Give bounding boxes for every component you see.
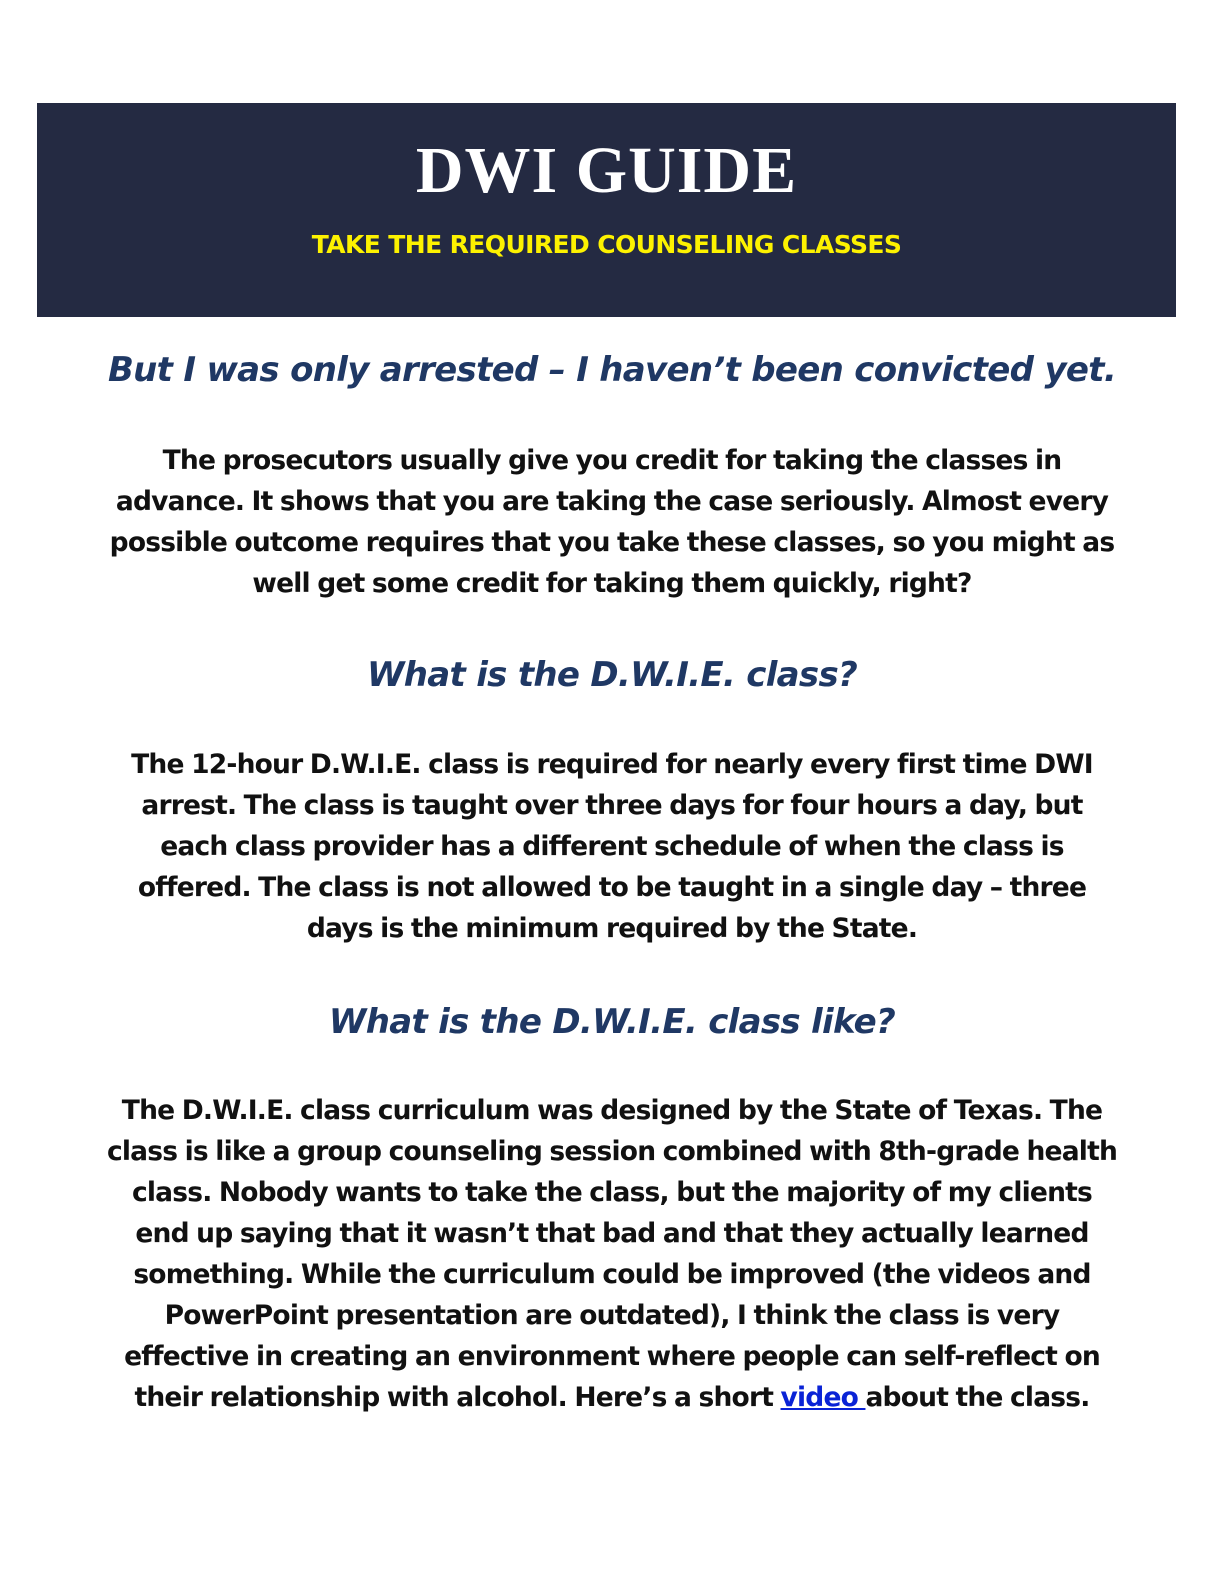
paragraph-line: each class provider has a different schedule of when the class is <box>160 831 1064 862</box>
section-paragraph-arrested <box>90 440 1134 604</box>
section-heading-arrested: But I was only arrested – I haven’t been convicted yet. <box>107 350 1117 390</box>
section-paragraph-dwie-class-like <box>90 1090 1134 1418</box>
section-heading-dwie-class-like: What is the D.W.I.E. class like? <box>328 1002 896 1042</box>
text-after-link: about the class. <box>865 1382 1090 1413</box>
text-before-link: their relationship with alcohol. Here’s a short <box>134 1382 781 1413</box>
paragraph-line: offered. The class is not allowed to be taught in a single day – three <box>137 872 1087 903</box>
paragraph-line: class. Nobody wants to take the class, but the majority of my clients <box>131 1177 1093 1208</box>
paragraph-line: The 12-hour D.W.I.E. class is required for nearly every first time DWI <box>131 749 1093 780</box>
paragraph-line: arrest. The class is taught over three days for four hours a day, but <box>141 790 1083 821</box>
paragraph-line: possible outcome requires that you take these classes, so you might as <box>109 527 1115 558</box>
paragraph-line: The prosecutors usually give you credit for taking the classes in <box>162 445 1062 476</box>
paragraph-line: The D.W.I.E. class curriculum was designed by the State of Texas. The <box>121 1095 1103 1126</box>
paragraph-line: end up saying that it wasn’t that bad and that they actually learned <box>135 1218 1089 1249</box>
guide-title: DWI GUIDE <box>415 134 798 207</box>
paragraph-line: something. While the curriculum could be improved (the videos and <box>133 1259 1091 1290</box>
guide-subtitle: TAKE THE REQUIRED COUNSELING CLASSES <box>311 230 902 259</box>
section-paragraph-dwie-class <box>90 744 1134 949</box>
paragraph-line: effective in creating an environment where people can self-reflect on <box>124 1341 1100 1372</box>
paragraph-line: days is the minimum required by the State. <box>306 913 918 944</box>
paragraph-line: advance. It shows that you are taking the case seriously. Almost every <box>115 486 1109 517</box>
paragraph-line: well get some credit for taking them quickly, right? <box>252 568 972 599</box>
paragraph-last-line <box>90 1377 1134 1418</box>
paragraph-line: PowerPoint presentation are outdated), I think the class is very <box>164 1300 1060 1331</box>
paragraph-line: class is like a group counseling session combined with 8th-grade health <box>106 1136 1118 1167</box>
section-heading-dwie-class: What is the D.W.I.E. class? <box>366 655 858 695</box>
header-banner <box>37 103 1176 317</box>
video-link[interactable]: video <box>780 1382 866 1413</box>
